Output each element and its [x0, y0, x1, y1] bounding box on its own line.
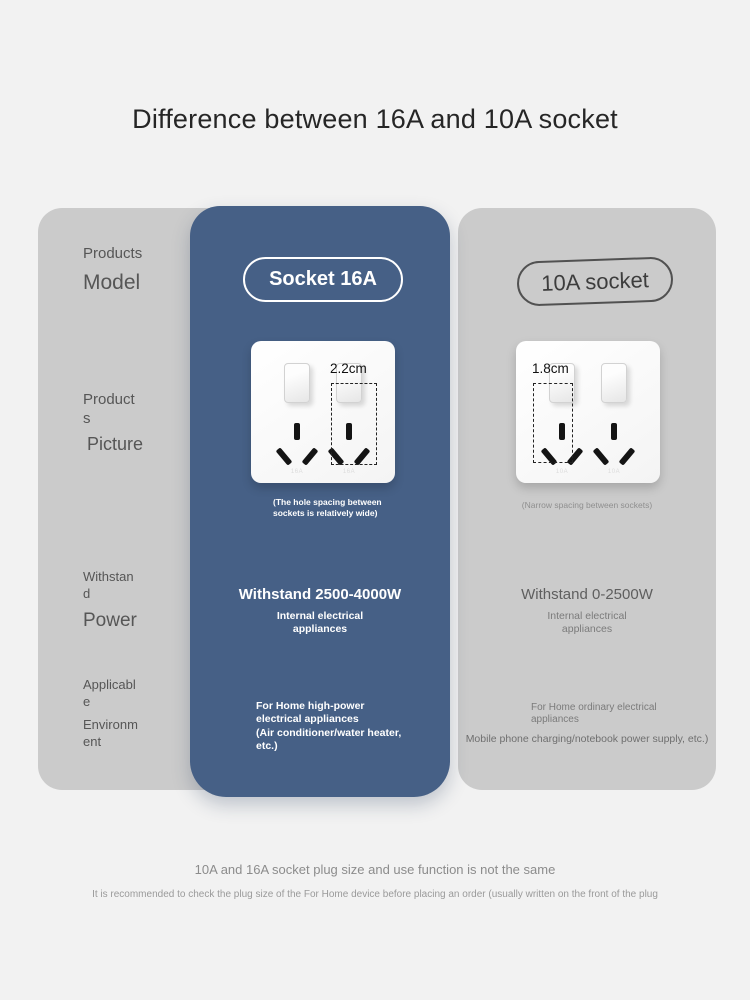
socket-rating-label: 10A [555, 469, 569, 475]
socket-16a-power-title: Withstand 2500-4000W [238, 586, 402, 603]
socket-16a-unit-left [273, 341, 321, 483]
socket-10a-header-pill [516, 256, 673, 306]
page-title: Difference between 16A and 10A socket [132, 104, 618, 134]
spacing-measure-box [331, 383, 377, 465]
socket-rating-label: 16A [342, 469, 356, 475]
socket-16a-picture-caption: (The hole spacing between sockets is relatively wide) [273, 497, 382, 518]
socket-10a-column [458, 208, 716, 790]
label-withstand-power-small: Withstand [83, 569, 134, 601]
label-products-picture-small: Products [83, 391, 135, 427]
label-withstand-power-large: Power [83, 610, 137, 631]
footer-note-primary: 10A and 16A socket plug size and use function is not the same [194, 862, 556, 877]
label-withstand-power [83, 568, 139, 632]
socket-10a-environment-line2: Mobile phone charging/notebook power supply, etc.) [465, 733, 709, 745]
switch-icon [284, 363, 310, 403]
spacing-measure-box [533, 383, 573, 463]
label-products-model [83, 244, 142, 295]
socket-16a-header-label: Socket 16A [269, 268, 377, 290]
socket-10a-header-label: 10A socket [540, 266, 650, 296]
earth-pin-slot-icon [294, 423, 300, 440]
socket-16a-header-pill [243, 257, 403, 302]
socket-10a-picture [516, 341, 660, 483]
neutral-pin-slot-icon [619, 447, 636, 465]
label-products-picture-large: Picture [87, 434, 144, 454]
socket-10a-environment-line1: For Home ordinary electrical appliances [531, 702, 657, 725]
earth-pin-slot-icon [611, 423, 617, 440]
label-applicable-environment [83, 676, 143, 750]
label-products-picture [83, 390, 143, 455]
socket-16a-column [190, 206, 450, 797]
neutral-pin-slot-icon [302, 447, 319, 465]
label-products-model-small: Products [83, 245, 143, 262]
socket-10a-power-title: Withstand 0-2500W [521, 586, 653, 603]
socket-10a-unit-right [590, 341, 638, 483]
spacing-dimension-label: 2.2cm [330, 361, 367, 376]
socket-16a-environment-line2: (Air conditioner/water heater, etc.) [256, 727, 402, 752]
footer-note-secondary: It is recommended to check the plug size of the For Home device before placing an order (usually written on the front of the plug [92, 889, 658, 900]
socket-rating-label: 10A [607, 469, 621, 475]
live-pin-slot-icon [593, 447, 610, 465]
socket-rating-label: 16A [290, 469, 304, 475]
socket-16a-power-subtitle: Internal electrical appliances [276, 610, 364, 635]
label-applicable-environment-small: Applicable [83, 677, 136, 709]
socket-16a-picture [251, 341, 395, 483]
socket-10a-picture-caption: (Narrow spacing between sockets) [521, 500, 653, 510]
switch-icon [601, 363, 627, 403]
socket-16a-environment-line1: For Home high-power electrical appliances [256, 700, 365, 725]
live-pin-slot-icon [276, 447, 293, 465]
spacing-dimension-label: 1.8cm [532, 361, 569, 376]
label-products-model-large: Model [83, 271, 141, 294]
socket-10a-power-subtitle: Internal electrical appliances [547, 610, 627, 635]
label-applicable-environment-large: Environment [83, 717, 138, 749]
